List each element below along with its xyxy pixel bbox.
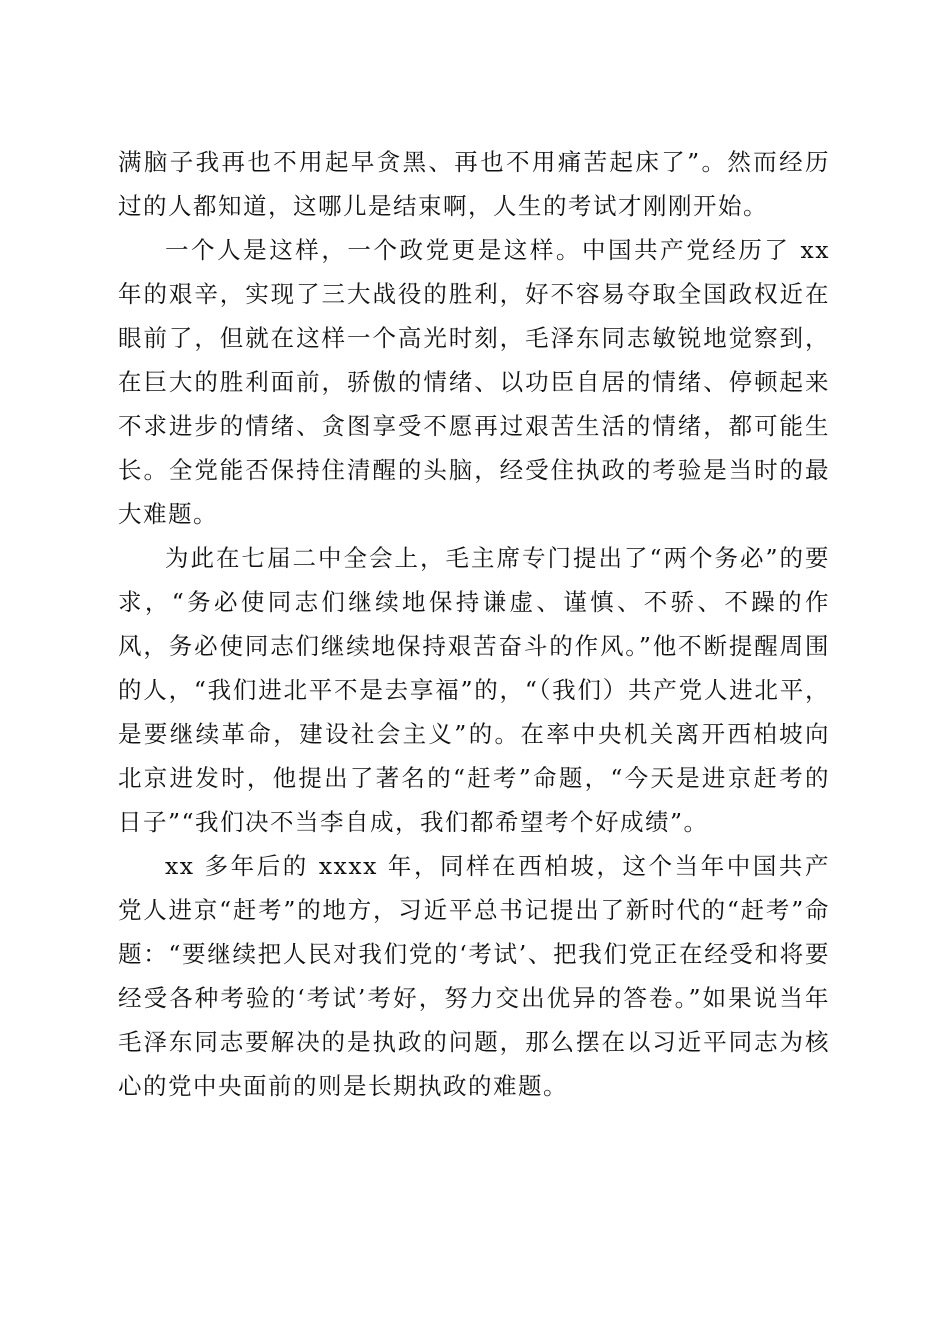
document-body (118, 140, 830, 1108)
paragraph-4: xx 多年后的 xxxx 年，同样在西柏坡，这个当年中国共产党人进京“赶考”的地方，习近平总书记提出了新时代的“赶考”命题：“要继续把人民对我们党的‘考试’、把我们党正在经受和将要经受各种考验的‘考试’考好，努力交出优异的答卷。”如果说当年毛泽东同志要解决的是执政的问题，那么摆在以习近平同志为核心的党中央面前的则是长期执政的难题。 (118, 852, 830, 1100)
paragraph-2: 一个人是这样，一个政党更是这样。中国共产党经历了 xx 年的艰辛，实现了三大战役的胜利，好不容易夺取全国政权近在眼前了，但就在这样一个高光时刻，毛泽东同志敏锐地觉察到，在巨大的胜利面前，骄傲的情绪、以功臣自居的情绪、停顿起来不求进步的情绪、贪图享受不愿再过艰苦生活的情绪，都可能生长。全党能否保持住清醒的头脑，经受住执政的考验是当时的最大难题。 (118, 236, 830, 528)
paragraph-3: 为此在七届二中全会上，毛主席专门提出了“两个务必”的要求，“务必使同志们继续地保持谦虚、谨慎、不骄、不躁的作风，务必使同志们继续地保持艰苦奋斗的作风。”他不断提醒周围的人，“我们进北平不是去享福”的，“（我们）共产党人进北平，是要继续革命，建设社会主义”的。在率中央机关离开西柏坡向北京进发时，他提出了著名的“赶考”命题，“今天是进京赶考的日子”“我们决不当李自成，我们都希望考个好成绩”。 (118, 544, 830, 836)
paragraph-1: 满脑子我再也不用起早贪黑、再也不用痛苦起床了”。然而经历过的人都知道，这哪儿是结束啊，人生的考试才刚刚开始。 (118, 148, 830, 220)
